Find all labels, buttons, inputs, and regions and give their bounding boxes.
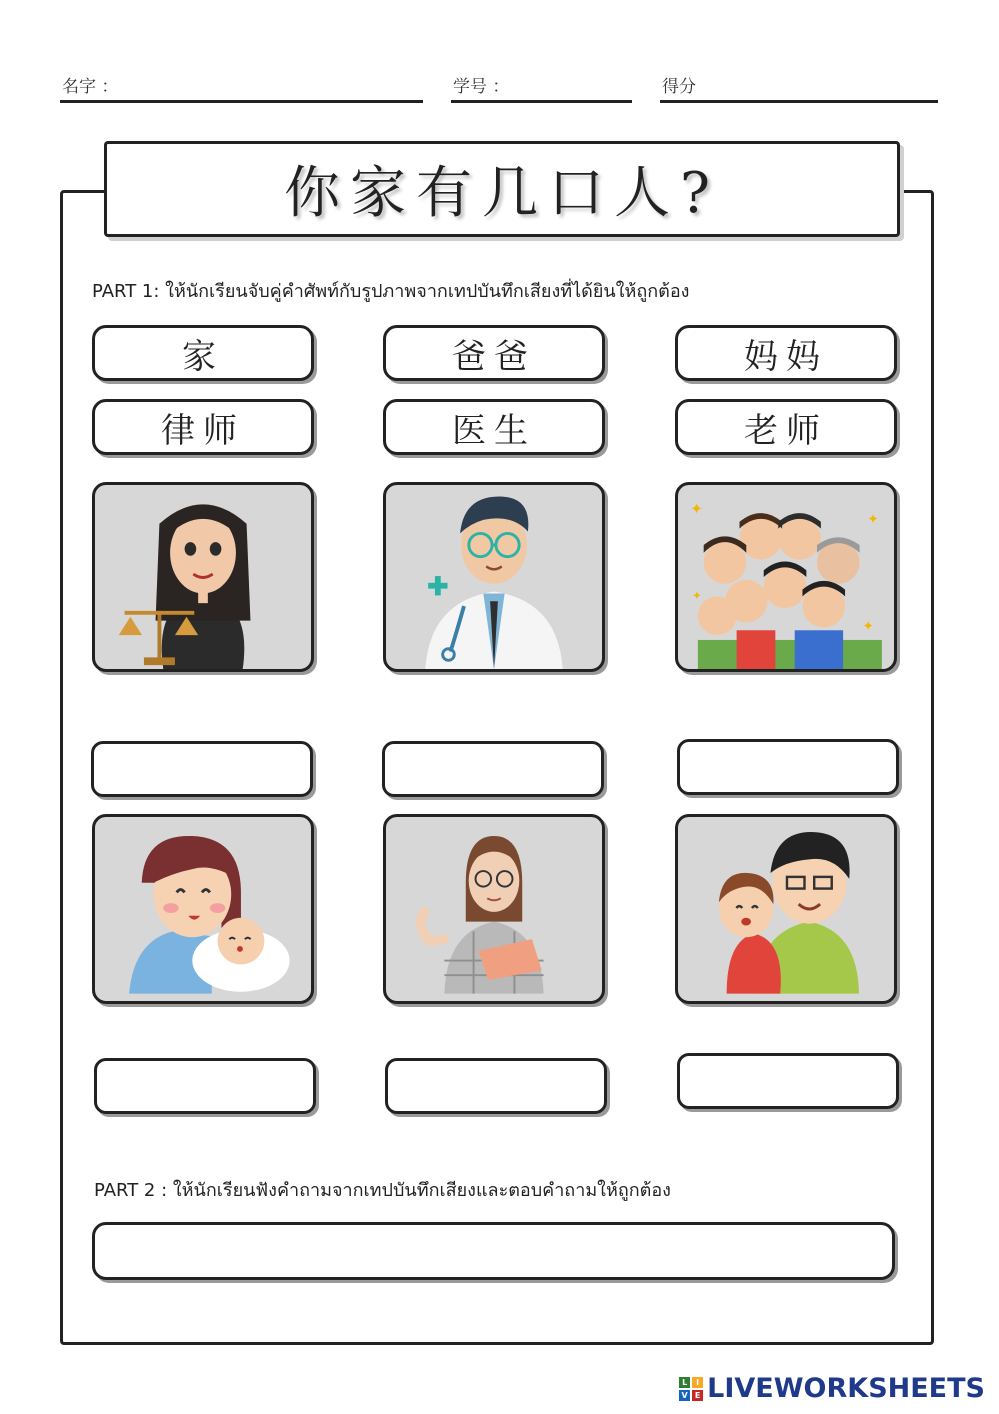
logo-letter-v: V <box>679 1390 690 1401</box>
answer-box-6[interactable] <box>677 1053 899 1109</box>
word-card-home[interactable]: 家 <box>92 325 314 381</box>
answer-box-3[interactable] <box>677 739 899 795</box>
picture-mother <box>92 814 314 1004</box>
student-id-label: 学号 ： <box>453 77 510 97</box>
brand-name: LIVEWORKSHEETS <box>707 1373 985 1404</box>
word-card-lawyer[interactable]: 律师 <box>92 399 314 455</box>
svg-text:✦: ✦ <box>867 511 879 528</box>
answer-box-1[interactable] <box>91 741 313 797</box>
name-label: 名字 ： <box>62 77 119 97</box>
family-group-illustration <box>678 485 894 669</box>
picture-doctor <box>383 482 605 672</box>
part2-answer-box[interactable] <box>92 1222 895 1280</box>
worksheet-title: 你家有几口人? <box>283 161 721 226</box>
word-card-teacher[interactable]: 老师 <box>675 399 897 455</box>
part1-instruction: PART 1: ให้นักเรียนจับคู่คำศัพท์กับรูปภาพจากเทปบันทึกเสียงที่ได้ยินให้ถูกต้อง <box>92 281 690 302</box>
word-card-mother[interactable]: 妈妈 <box>675 325 897 381</box>
liveworksheets-logo <box>679 1377 703 1401</box>
student-id-field-line[interactable] <box>451 100 632 103</box>
svg-text:✦: ✦ <box>692 588 702 603</box>
picture-lawyer <box>92 482 314 672</box>
picture-teacher <box>383 814 605 1004</box>
svg-text:✦: ✦ <box>862 618 874 635</box>
word-card-father[interactable]: 爸爸 <box>383 325 605 381</box>
logo-letter-l: L <box>679 1377 690 1388</box>
mother-baby-illustration <box>95 817 311 1001</box>
logo-letter-i: I <box>692 1377 703 1388</box>
answer-box-4[interactable] <box>94 1058 316 1114</box>
svg-text:✦: ✦ <box>690 500 704 519</box>
teacher-illustration <box>386 817 602 1001</box>
name-field-line[interactable] <box>60 100 423 103</box>
word-card-doctor[interactable]: 医生 <box>383 399 605 455</box>
lawyer-illustration <box>95 485 311 669</box>
answer-box-2[interactable] <box>382 741 604 797</box>
part2-instruction: PART 2 : ให้นักเรียนฟังคำถามจากเทปบันทึกเสียงและตอบคำถามให้ถูกต้อง <box>94 1180 671 1201</box>
father-child-illustration <box>678 817 894 1001</box>
score-field-line[interactable] <box>660 100 938 103</box>
picture-father <box>675 814 897 1004</box>
picture-family-group <box>675 482 897 672</box>
title-box <box>104 141 900 237</box>
answer-box-5[interactable] <box>385 1058 607 1114</box>
liveworksheets-brand <box>679 1373 985 1404</box>
doctor-illustration <box>386 485 602 669</box>
logo-letter-e: E <box>692 1390 703 1401</box>
score-label: 得分 <box>662 77 696 97</box>
